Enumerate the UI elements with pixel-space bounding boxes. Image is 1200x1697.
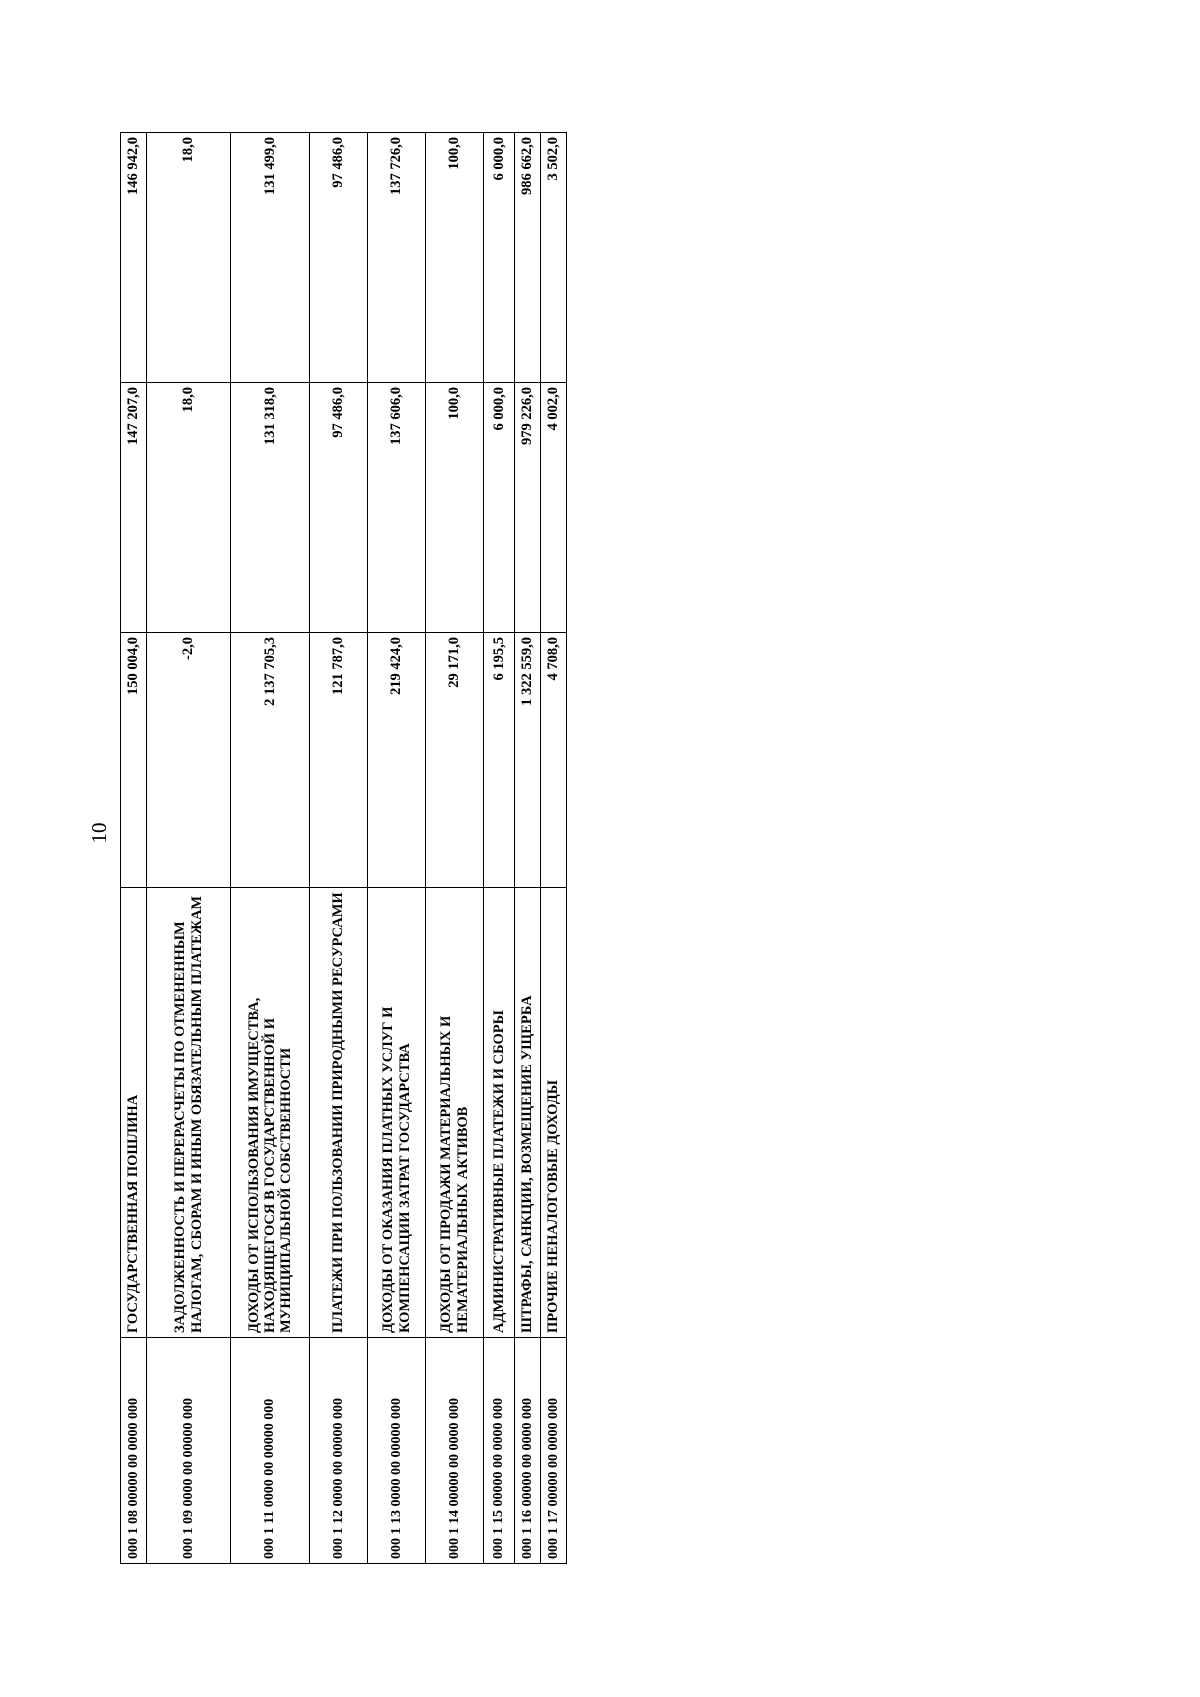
value-cell-2: 131 318,0 bbox=[231, 383, 310, 633]
table-row bbox=[147, 133, 231, 1564]
value-cell-3: 986 662,0 bbox=[515, 133, 541, 383]
value-cell-1: 2 137 705,3 bbox=[231, 633, 310, 888]
table-row bbox=[310, 133, 368, 1564]
budget-code-cell: 000 1 13 0000 00 00000 000 bbox=[368, 1338, 426, 1564]
budget-code-cell: 000 1 15 00000 00 0000 000 bbox=[484, 1338, 515, 1564]
value-cell-3: 131 499,0 bbox=[231, 133, 310, 383]
value-cell-2: 100,0 bbox=[426, 383, 484, 633]
value-cell-3: 97 486,0 bbox=[310, 133, 368, 383]
value-cell-3: 6 000,0 bbox=[484, 133, 515, 383]
table-row bbox=[484, 133, 515, 1564]
revenue-name-cell: ЗАДОЛЖЕННОСТЬ И ПЕРЕРАСЧЕТЫ ПО ОТМЕНЕННЫМ НАЛОГАМ, СБОРАМ И ИНЫМ ОБЯЗАТЕЛЬНЫМ ПЛАТЕЖАМ bbox=[147, 888, 231, 1338]
budget-revenue-table bbox=[120, 132, 567, 1564]
budget-code-cell: 000 1 17 00000 00 0000 000 bbox=[541, 1338, 567, 1564]
budget-code-cell: 000 1 12 0000 00 00000 000 bbox=[310, 1338, 368, 1564]
value-cell-2: 979 226,0 bbox=[515, 383, 541, 633]
budget-code-cell: 000 1 11 0000 00 00000 000 bbox=[231, 1338, 310, 1564]
value-cell-2: 137 606,0 bbox=[368, 383, 426, 633]
rotated-table-container bbox=[120, 133, 586, 1564]
budget-code-cell: 000 1 16 00000 00 0000 000 bbox=[515, 1338, 541, 1564]
revenue-name-cell: ПЛАТЕЖИ ПРИ ПОЛЬЗОВАНИИ ПРИРОДНЫМИ РЕСУРСАМИ bbox=[310, 888, 368, 1338]
table-row bbox=[368, 133, 426, 1564]
value-cell-3: 18,0 bbox=[147, 133, 231, 383]
table-row bbox=[426, 133, 484, 1564]
value-cell-1: 1 322 559,0 bbox=[515, 633, 541, 888]
table-row bbox=[231, 133, 310, 1564]
value-cell-1: 121 787,0 bbox=[310, 633, 368, 888]
value-cell-1: -2,0 bbox=[147, 633, 231, 888]
value-cell-1: 29 171,0 bbox=[426, 633, 484, 888]
revenue-name-cell: ШТРАФЫ, САНКЦИИ, ВОЗМЕЩЕНИЕ УЩЕРБА bbox=[515, 888, 541, 1338]
budget-code-cell: 000 1 09 0000 00 00000 000 bbox=[147, 1338, 231, 1564]
value-cell-2: 4 002,0 bbox=[541, 383, 567, 633]
revenue-name-cell: ДОХОДЫ ОТ ИСПОЛЬЗОВАНИЯ ИМУЩЕСТВА, НАХОДЯЩЕГОСЯ В ГОСУДАРСТВЕННОЙ И МУНИЦИПАЛЬНОЙ СОБСТВЕННОСТИ bbox=[231, 888, 310, 1338]
budget-code-cell: 000 1 14 00000 00 0000 000 bbox=[426, 1338, 484, 1564]
revenue-name-cell: ПРОЧИЕ НЕНАЛОГОВЫЕ ДОХОДЫ bbox=[541, 888, 567, 1338]
value-cell-1: 4 708,0 bbox=[541, 633, 567, 888]
revenue-name-cell: АДМИНИСТРАТИВНЫЕ ПЛАТЕЖИ И СБОРЫ bbox=[484, 888, 515, 1338]
page-number: 10 bbox=[87, 822, 111, 844]
revenue-name-cell: ДОХОДЫ ОТ ПРОДАЖИ МАТЕРИАЛЬНЫХ И НЕМАТЕРИАЛЬНЫХ АКТИВОВ bbox=[426, 888, 484, 1338]
value-cell-2: 147 207,0 bbox=[121, 383, 147, 633]
value-cell-3: 100,0 bbox=[426, 133, 484, 383]
value-cell-2: 97 486,0 bbox=[310, 383, 368, 633]
value-cell-1: 6 195,5 bbox=[484, 633, 515, 888]
table-row bbox=[541, 133, 567, 1564]
revenue-name-cell: ДОХОДЫ ОТ ОКАЗАНИЯ ПЛАТНЫХ УСЛУГ И КОМПЕНСАЦИИ ЗАТРАТ ГОСУДАРСТВА bbox=[368, 888, 426, 1338]
budget-code-cell: 000 1 08 00000 00 0000 000 bbox=[121, 1338, 147, 1564]
revenue-name-cell: ГОСУДАРСТВЕННАЯ ПОШЛИНА bbox=[121, 888, 147, 1338]
value-cell-3: 137 726,0 bbox=[368, 133, 426, 383]
value-cell-3: 146 942,0 bbox=[121, 133, 147, 383]
value-cell-2: 18,0 bbox=[147, 383, 231, 633]
value-cell-3: 3 502,0 bbox=[541, 133, 567, 383]
value-cell-1: 219 424,0 bbox=[368, 633, 426, 888]
value-cell-1: 150 004,0 bbox=[121, 633, 147, 888]
table-row bbox=[515, 133, 541, 1564]
table-row bbox=[121, 133, 147, 1564]
value-cell-2: 6 000,0 bbox=[484, 383, 515, 633]
